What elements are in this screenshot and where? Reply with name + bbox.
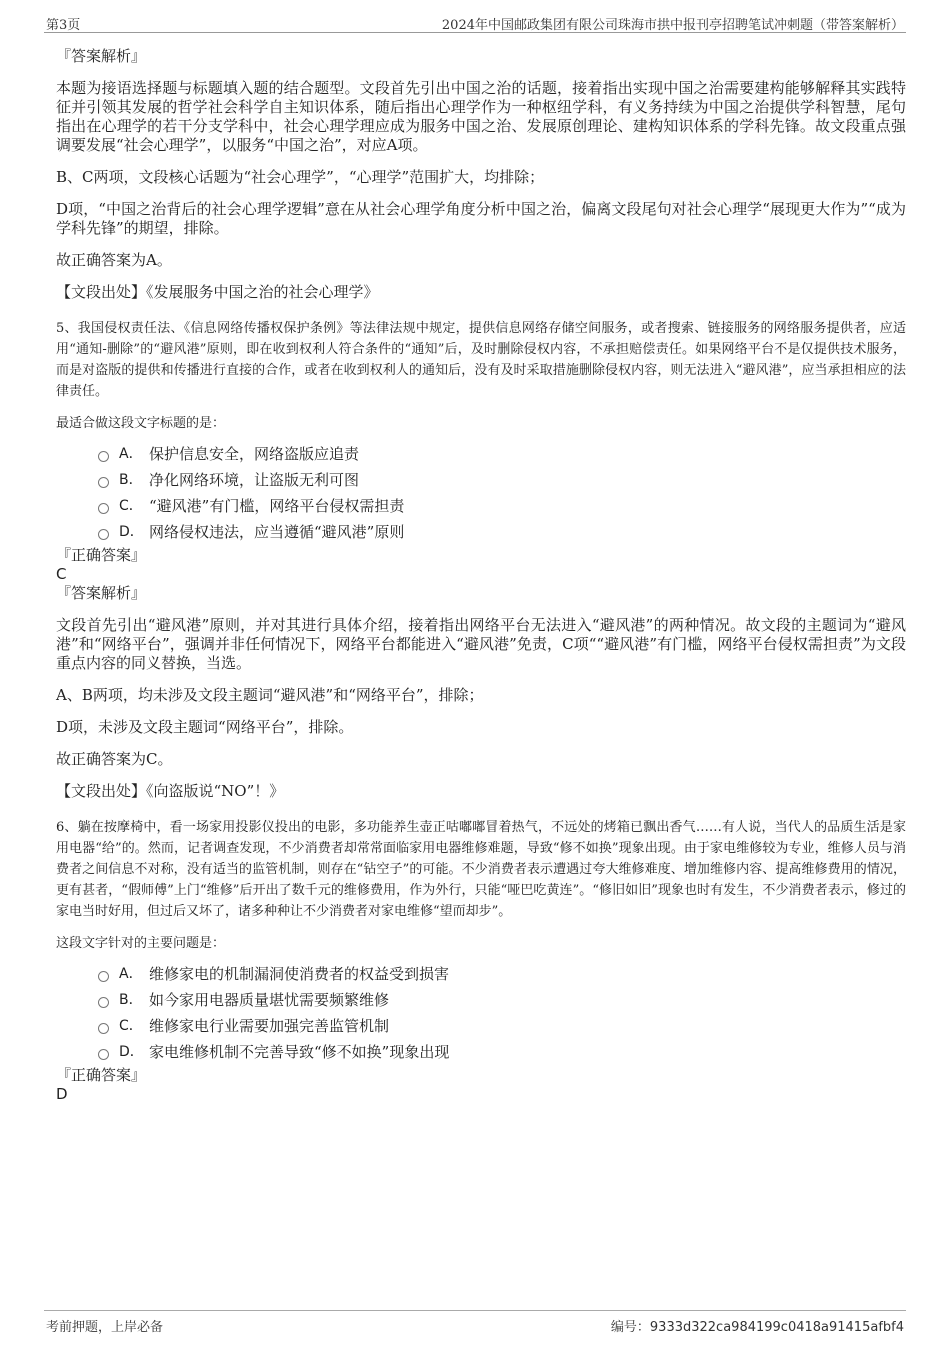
q4-analysis-para-3: D项，“中国之治背后的社会心理学逻辑”意在从社会心理学角度分析中国之治，偏离文段尾句对社会心理学“展现更大作为”“成为学科先锋”的期望，排除。 [56, 200, 906, 237]
radio-icon[interactable] [98, 477, 109, 488]
page-header [44, 12, 906, 33]
q5-option-c[interactable] [98, 493, 906, 519]
q5-analysis-label: 『答案解析』 [56, 584, 147, 602]
radio-icon[interactable] [98, 451, 109, 462]
q5-question-text: 5、我国侵权责任法、《信息网络传播权保护条例》等法律法规中规定，提供信息网络存储空间服务，或者搜索、链接服务的网络服务提供者，应适用“通知-删除”的“避风港”原则，即在收到权利人符合条件的“通知”后，及时删除侵权内容，不承担赔偿责任。如果网络平台不是仅提供技术服务，而是对盗版的提供和传播进行直接的合作，或者在收到权利人的通知后，没有及时采取措施删除侵权内容，则无法进入“避风港”，应当承担相应的法律责任。 [56, 321, 906, 399]
q5-analysis-para-1: 文段首先引出“避风港”原则，并对其进行具体介绍，接着指出网络平台无法进入“避风港”的两种情况。故文段的主题词为“避风港”和“网络平台”，强调并非任何情况下，网络平台都能进入“避风港”免责，C项““避风港”有门槛，网络平台侵权需担责”为文段重点内容的同义替换，当选。 [56, 616, 906, 672]
radio-icon[interactable] [98, 997, 109, 1008]
option-letter: C． [119, 498, 143, 514]
option-text: 净化网络环境，让盗版无利可图 [149, 471, 360, 489]
option-letter: D． [119, 524, 144, 540]
radio-icon[interactable] [98, 1023, 109, 1034]
option-text: 家电维修机制不完善导致“修不如换”现象出现 [149, 1043, 450, 1061]
option-text: “避风港”有门槛，网络平台侵权需担责 [149, 497, 405, 515]
q5-analysis-para-2: A、B两项，均未涉及文段主题词“避风港”和“网络平台”，排除； [56, 686, 484, 704]
q6-question-text: 6、躺在按摩椅中，看一场家用投影仪投出的电影，多功能养生壶正咕嘟嘟冒着热气，不远处的烤箱已飘出香气……有人说，当代人的品质生活是家用电器“给”的。然而，记者调查发现，不少消费者却常常面临家用电器维修难题，导致“修不如换”现象出现。由于家电维修较为专业，维修人员与消费者之间信息不对称，没有适当的监管机制，则存在“钻空子”的可能。不少消费者表示遭遇过夸大维修难度、增加维修内容、提高维修费用的情况，更有甚者，“假师傅”上门“维修”后开出了数千元的维修费用，作为外行，只能“哑巴吃黄连”。“修旧如旧”现象也时有发生，不少消费者表示，修过的家电当时好用，但过后又坏了，诸多种种让不少消费者对家电维修“望而却步”。 [56, 820, 906, 919]
q6-option-b[interactable] [98, 987, 906, 1013]
code-value: 9333d322ca984199c0418a91415afbf4 [649, 1320, 904, 1335]
option-text: 如今家用电器质量堪忧需要频繁维修 [149, 991, 390, 1009]
q5-conclusion: 故正确答案为C。 [56, 750, 173, 768]
q5-answer: C [56, 565, 67, 583]
q4-analysis-para-2: B、C两项，文段核心话题为“社会心理学”，“心理学”范围扩大，均排除； [56, 168, 545, 186]
footer-slogan: 考前押题，上岸必备 [46, 1320, 164, 1335]
option-letter: B． [119, 472, 143, 488]
document-body [56, 46, 906, 1103]
q5-answer-label: 『正确答案』 [56, 546, 147, 564]
q4-analysis-para-1: 本题为接语选择题与标题填入题的结合题型。文段首先引出中国之治的话题，接着指出实现中国之治需要建构能够解释其实践特征并引领其发展的哲学社会科学自主知识体系，随后指出心理学作为一种枢纽学科，有义务持续为中国之治提供学科智慧，尾句指出在心理学的若干分支学科中，社会心理学理应成为服务中国之治、发展原创理论、建构知识体系的学科先锋。故文段重点强调要发展“社会心理学”，以服务“中国之治”，对应A项。 [56, 79, 906, 154]
q4-analysis-label: 『答案解析』 [56, 47, 147, 65]
q5-options [56, 441, 906, 545]
radio-icon[interactable] [98, 503, 109, 514]
radio-icon[interactable] [98, 1049, 109, 1060]
q6-prompt: 这段文字针对的主要问题是： [56, 936, 226, 951]
option-letter: D． [119, 1044, 144, 1060]
q6-answer: D [56, 1085, 68, 1103]
q5-analysis-para-3: D项，未涉及文段主题词“网络平台”，排除。 [56, 718, 354, 736]
q5-prompt: 最适合做这段文字标题的是： [56, 416, 226, 431]
option-letter: B． [119, 992, 143, 1008]
option-letter: A． [119, 446, 143, 462]
document-title: 2024年中国邮政集团有限公司珠海市拱中报刊亭招聘笔试冲刺题（带答案解析） [441, 18, 904, 33]
q5-option-b[interactable] [98, 467, 906, 493]
option-text: 网络侵权违法，应当遵循“避风港”原则 [149, 523, 405, 541]
q6-option-d[interactable] [98, 1039, 906, 1065]
q4-source: 【文段出处】《发展服务中国之治的社会心理学》 [56, 283, 379, 301]
option-text: 维修家电的机制漏洞使消费者的权益受到损害 [149, 965, 450, 983]
q4-conclusion: 故正确答案为A。 [56, 251, 172, 269]
option-text: 保护信息安全，网络盗版应追责 [149, 445, 360, 463]
q6-option-c[interactable] [98, 1013, 906, 1039]
q6-options [56, 961, 906, 1065]
option-text: 维修家电行业需要加强完善监管机制 [149, 1017, 390, 1035]
radio-icon[interactable] [98, 971, 109, 982]
q6-option-a[interactable] [98, 961, 906, 987]
q5-source: 【文段出处】《向盗版说“NO”！》 [56, 782, 285, 800]
page-footer [44, 1310, 906, 1335]
document-code [611, 1316, 904, 1335]
page-number: 第3页 [46, 18, 81, 33]
code-label: 编号： [610, 1320, 650, 1335]
q5-option-a[interactable] [98, 441, 906, 467]
q6-answer-label: 『正确答案』 [56, 1066, 147, 1084]
radio-icon[interactable] [98, 529, 109, 540]
q5-option-d[interactable] [98, 519, 906, 545]
option-letter: C． [119, 1018, 143, 1034]
option-letter: A． [119, 966, 143, 982]
